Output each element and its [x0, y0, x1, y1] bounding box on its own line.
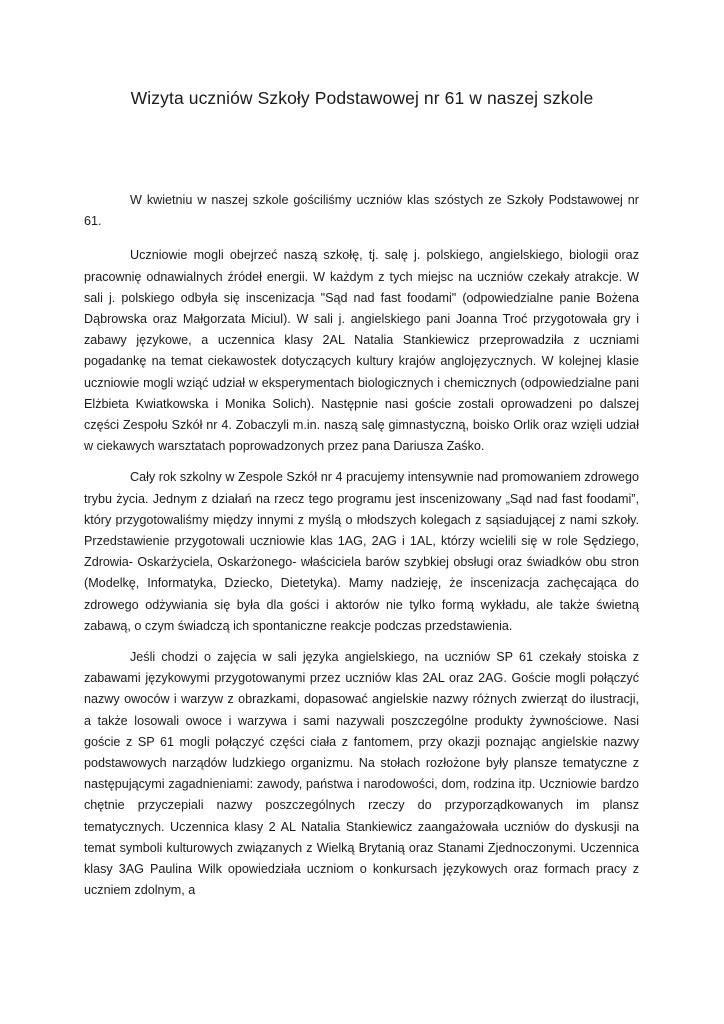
paragraph-visit-details: Uczniowie mogli obejrzeć naszą szkołę, tj. salę j. polskiego, angielskiego, biologii oraz pracownię odnawialnych źródeł energii. W każdym z tych miejsc na uczniów czekały atrakcje. W sali j. polskiego odbyła się inscenizacja "Sąd nad fast foodami" (odpowiedzialne panie Bożena Dąbrowska oraz Małgorzata Miciul). W sali j. angielskiego pani Joanna Troć przygotowała gry i zabawy językowe, a uczennica klasy 2AL Natalia Stankiewicz przeprowadziła z uczniami pogadankę na temat ciekawostek dotyczących kultury krajów anglojęzycznych. W kolejnej klasie uczniowie mogli wziąć udział w eksperymentach biologicznych i chemicznych (odpowiedzialne pani Elżbieta Kwiatkowska i Monika Solich). Następnie nasi goście zostali oprowadzeni po dalszej części Zespołu Szkół nr 4. Zobaczyli m.in. naszą salę gimnastyczną, boisko Orlik oraz wzięli udział w ciekawych warsztatach poprowadzonych przez pana Dariusza Zaśko.: [84, 248, 639, 454]
paragraph-healthy-lifestyle: Cały rok szkolny w Zespole Szkół nr 4 pracujemy intensywnie nad promowaniem zdrowego trybu życia. Jednym z działań na rzecz tego programu jest inscenizowany „Sąd nad fast foodami”, który przygotowaliśmy między innymi z myślą o młodszych kolegach z sąsiadującej z nami szkoły. Przedstawienie przygotowali uczniowie klas 1AG, 2AG i 1AL, którzy wcielili się w role Sędziego, Zdrowia- Oskarżyciela, Oskarżonego- właściciela barów szybkiej obsługi oraz świadków obu stron (Modelkę, Informatyka, Dziecko, Dietetyka). Mamy nadzieję, że inscenizacja zachęcająca do zdrowego odżywiania się była dla gości i aktorów nie tylko formą wykładu, ale także świetną zabawą, o czym świadczą ich spontaniczne reakcje podczas przedstawienia.: [84, 470, 639, 633]
paragraph-english-classroom: Jeśli chodzi o zajęcia w sali języka angielskiego, na uczniów SP 61 czekały stoiska z zabawami językowymi przygotowanymi przez uczniów klas 2AL oraz 2AG. Goście mogli połączyć nazwy owoców i warzyw z obrazkami, dopasować angielskie nazwy różnych zwierząt do ilustracji, a także losowali owoce i warzywa i sami nazywali poszczególne produkty żywnościowe. Nasi goście z SP 61 mogli połączyć części ciała z fantomem, przy okazji poznając angielskie nazwy podstawowych narządów ludzkiego organizmu. Na stołach rozłożone były plansze tematyczne z następującymi zagadnieniami: zawody, państwa i narodowości, dom, rodzina itp. Uczniowie bardzo chętnie przyczepiali nazwy poszczególnych rzeczy do przyporządkowanych im plansz tematycznych. Uczennica klasy 2 AL Natalia Stankiewicz zaangażowała uczniów do dyskusji na temat symboli kulturowych związanych z Wielką Brytanią oraz Stanami Zjednoczonymi. Uczennica klasy 3AG Paulina Wilk opowiedziała uczniom o konkursach językowych oraz formach pracy z uczniem zdolnym, a: [84, 650, 639, 898]
document-body: [84, 190, 639, 912]
paragraph-intro: W kwietniu w naszej szkole gościliśmy uczniów klas szóstych ze Szkoły Podstawowej nr 61.: [84, 193, 639, 229]
document-title: Wizyta uczniów Szkoły Podstawowej nr 61 w naszej szkole: [130, 88, 594, 108]
